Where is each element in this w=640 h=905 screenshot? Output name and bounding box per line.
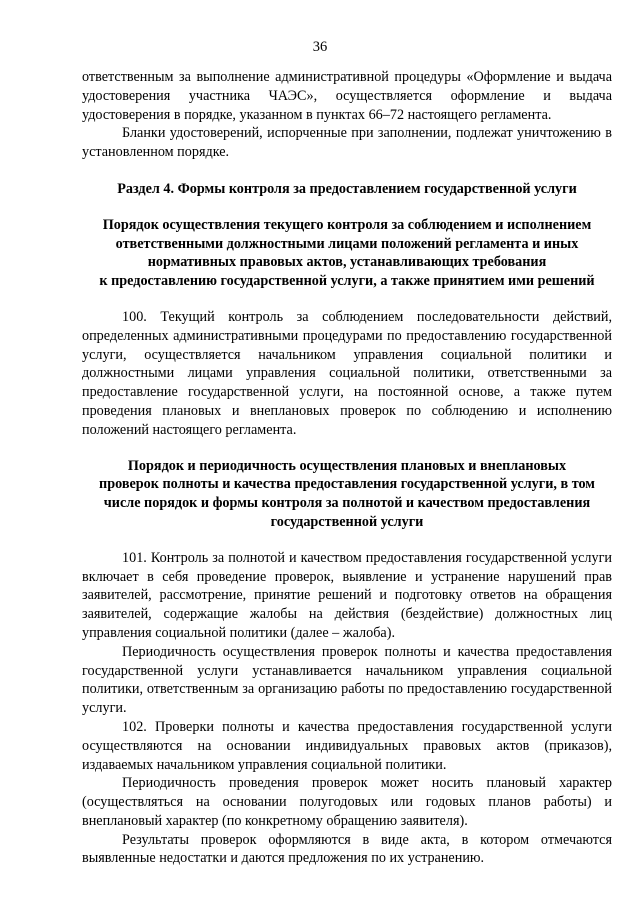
subheading-line: Порядок осуществления текущего контроля за соблюдением и исполнением bbox=[102, 216, 592, 233]
subheading-line: числе порядок и формы контроля за полнотой и качеством предоставления bbox=[103, 495, 591, 512]
subheading-line: государственной услуги bbox=[270, 513, 424, 530]
paragraph-100: 100. Текущий контроль за соблюдением последовательности действий, определенных административными процедурами по предоставлению государственной услуги, осуществляется начальником управления социальной политики и должностными лицами управления социальной политики, ответственными за предоставление государственной услуги, на постоянной основе, а также путем проведения плановых и внеплановых проверок по соблюдению и исполнению положений настоящего регламента. bbox=[82, 308, 612, 438]
subheading-line: нормативных правовых актов, устанавливающих требования bbox=[147, 254, 547, 271]
subheading-line: проверок полноты и качества предоставления государственной услуги, в том bbox=[99, 476, 595, 493]
subheading-line: Порядок и периодичность осуществления плановых и внеплановых bbox=[127, 457, 567, 474]
paragraph-102-periodicity: Периодичность проведения проверок может носить плановый характер (осуществляться на основании полугодовых или годовых планов работы) и внеплановый характер (по конкретному обращению заявителя). bbox=[82, 775, 612, 829]
paragraph-101-periodicity: Периодичность осуществления проверок полноты и качества предоставления государственной услуги устанавливается начальником управления социальной политики, ответственным за организацию работы по предоставлению государственной услуги. bbox=[82, 643, 612, 717]
subheading-line: к предоставлению государственной услуги, а также принятием ими решений bbox=[99, 273, 595, 290]
subheading-inspections bbox=[82, 457, 612, 532]
paragraph-spoiled-blanks: Бланки удостоверений, испорченные при заполнении, подлежат уничтожению в установленном порядке. bbox=[82, 125, 612, 161]
section-4-heading: Раздел 4. Формы контроля за предоставлением государственной услуги bbox=[117, 180, 577, 197]
page-content bbox=[82, 68, 612, 868]
page-number: 36 bbox=[312, 39, 328, 55]
subheading-line: ответственными должностными лицами положений регламента и иных bbox=[115, 235, 579, 252]
paragraph-issuance: ответственным за выполнение административной процедуры «Оформление и выдача удостоверения участника ЧАЭС», осуществляется оформление и выдача удостоверения в порядке, указанном в пунктах 66–72 настоящего регламента. bbox=[82, 69, 612, 123]
paragraph-102: 102. Проверки полноты и качества предоставления государственной услуги осуществляются на основании индивидуальных правовых актов (приказов), издаваемых начальником управления социальной политики. bbox=[82, 718, 612, 773]
paragraph-102-results: Результаты проверок оформляются в виде акта, в котором отмечаются выявленные недостатки и даются предложения по их устранению. bbox=[82, 831, 612, 867]
subheading-current-control bbox=[82, 216, 612, 291]
paragraph-101: 101. Контроль за полнотой и качеством предоставления государственной услуги включает в себя проведение проверок, выявление и устранение нарушений прав заявителей, рассмотрение, принятие решений и подготовку ответов на обращения заявителей, содержащие жалобы на действия (бездействие) должностных лиц управления социальной политики (далее – жалоба). bbox=[82, 549, 612, 641]
